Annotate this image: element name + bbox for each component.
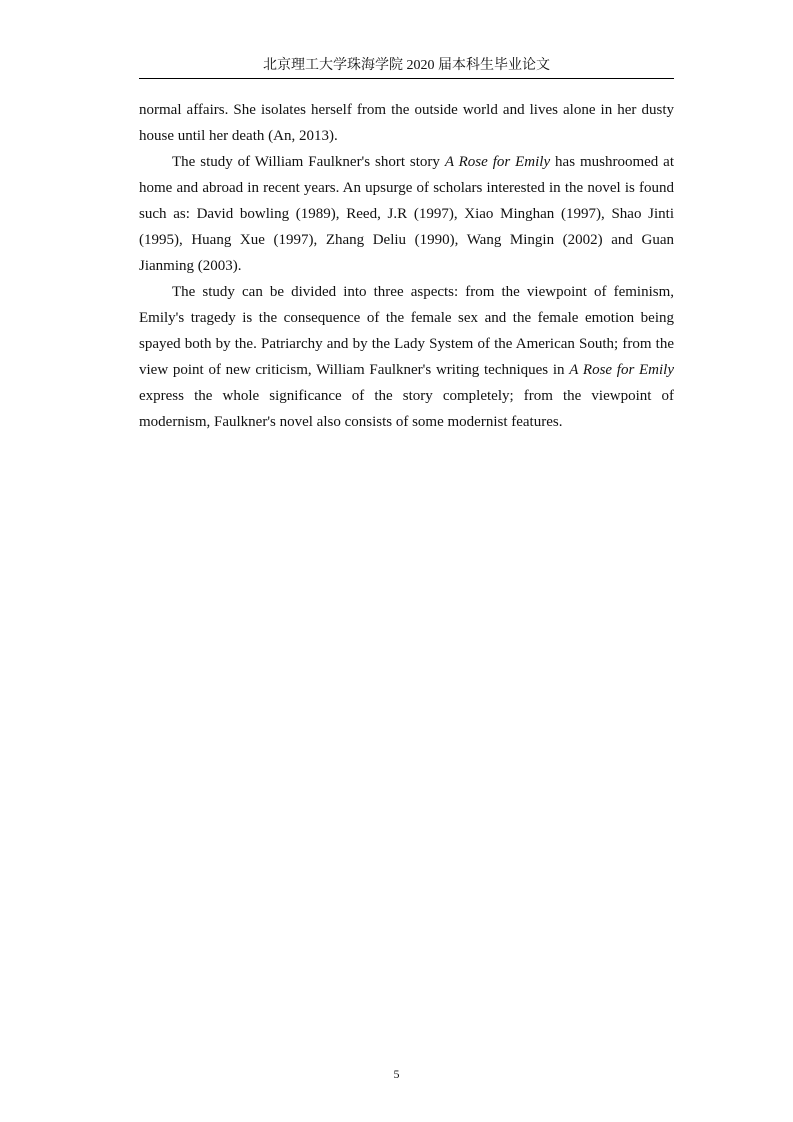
paragraph-2-text-after: has mushroomed at home and abroad in recent years. An upsurge of scholars interested in the novel is found such as: David bowling (1989), Reed, J.R (1997), Xiao Minghan (1997), Shao Jinti (1995), Huang Xue (1997), Zhang Deliu (1990), Wang Mingin (2002) and Guan Jianming (2003).	[139, 154, 675, 274]
paragraph-3	[139, 279, 674, 435]
paragraph-2	[139, 149, 674, 279]
paragraph-3-title-italic: A Rose for Emily	[569, 362, 675, 378]
paragraph-3-text-before: The study can be divided into three aspects: from the viewpoint of feminism, Emily's tragedy is the consequence of the female sex and the female emotion being spayed both by the. Patriarchy and by the Lady System of the American South; from the view point of new criticism, William Faulkner's writing techniques in	[139, 284, 674, 378]
paragraph-1-text: normal affairs. She isolates herself from the outside world and lives alone in her dusty house until her death (An, 2013).	[139, 102, 674, 144]
page-number-text: 5	[393, 1067, 400, 1081]
page-number	[0, 1066, 793, 1082]
paragraph-1	[139, 97, 674, 149]
paragraph-3-text-after: express the whole significance of the story completely; from the viewpoint of modernism, Faulkner's novel also consists of some modernist features.	[139, 388, 674, 430]
header-title: 北京理工大学珠海学院 2020 届本科生毕业论文	[263, 58, 550, 73]
paragraph-2-text-before: The study of William Faulkner's short story	[172, 154, 445, 170]
paragraph-2-title-italic: A Rose for Emily	[444, 154, 551, 170]
body-text	[139, 97, 674, 435]
page-header	[139, 56, 674, 79]
